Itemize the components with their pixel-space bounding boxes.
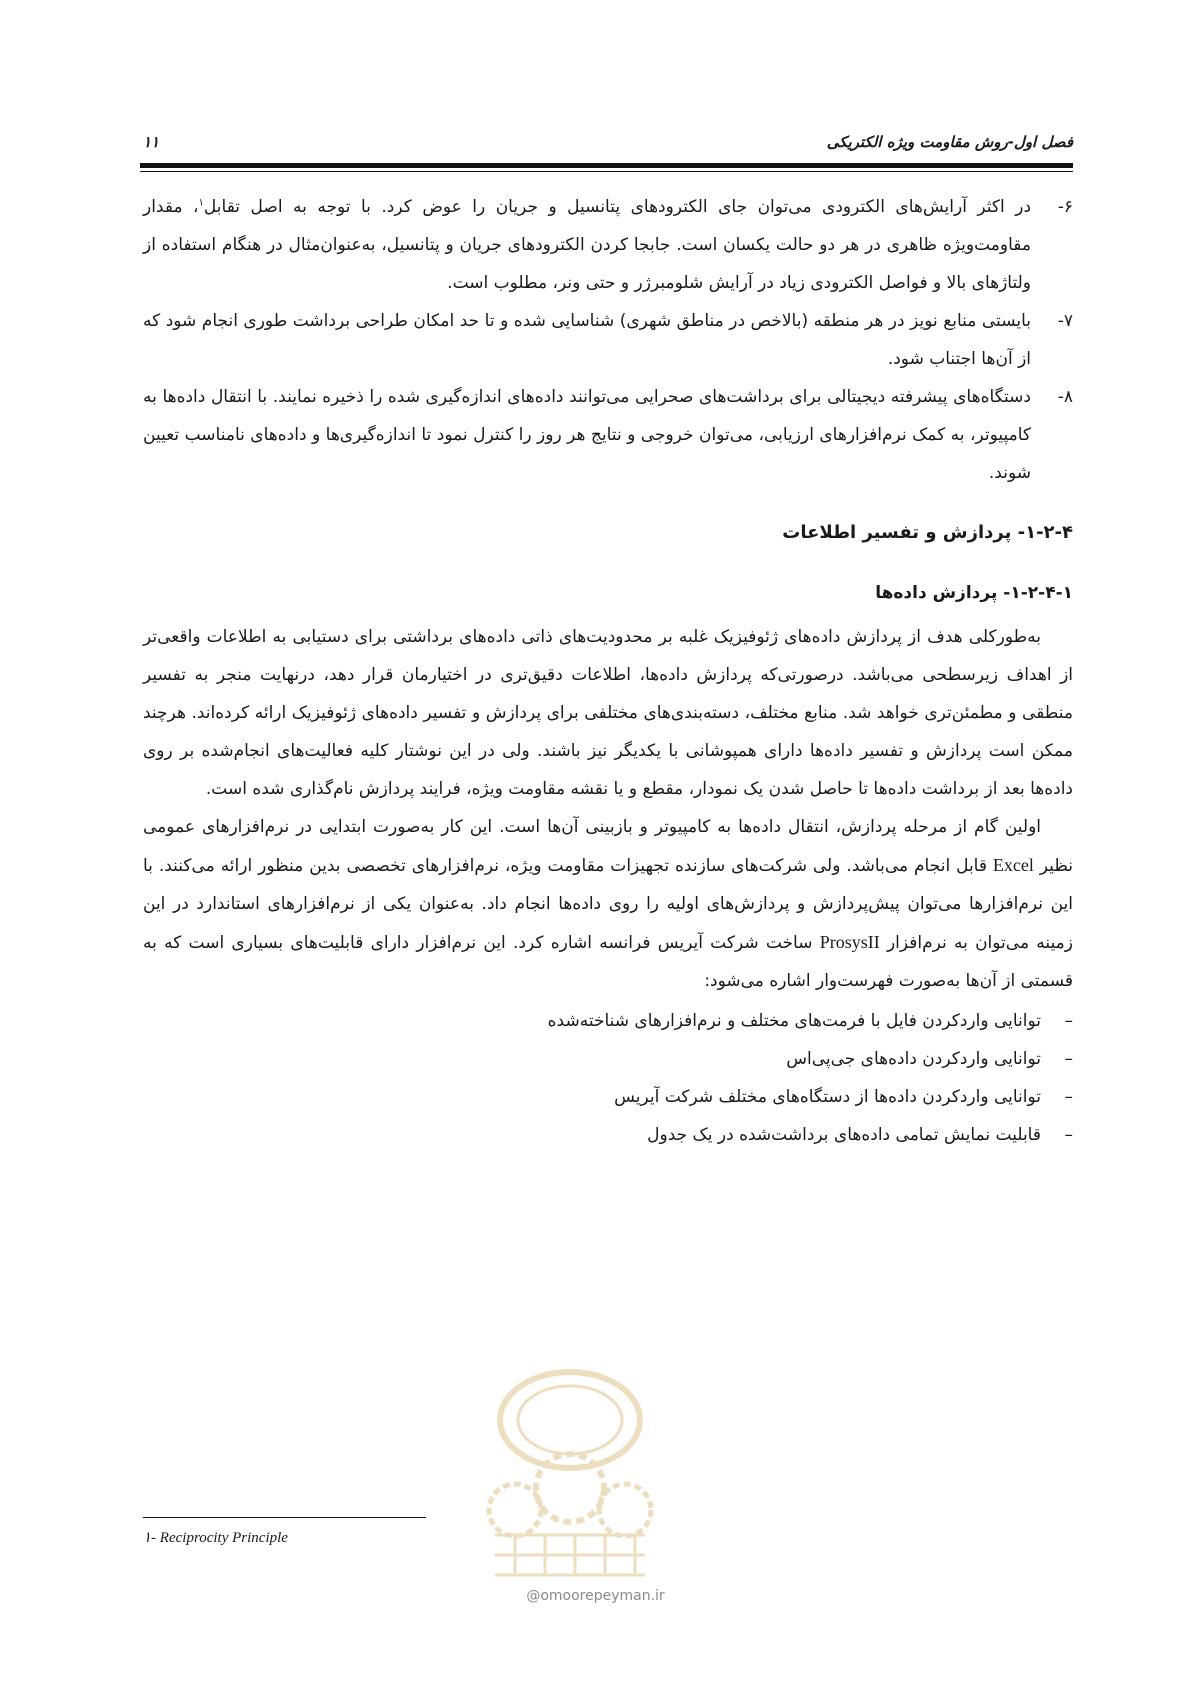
chapter-title: فصل اول-روش مقاومت ویژه الکتریکی [826,133,1073,151]
header-rule-thick [140,163,1073,168]
footnote: ۱- Reciprocity Principle [143,1530,288,1546]
list-item: – توانایی واردکردن داده‌ها از دستگاه‌های مختلف شرکت آیریس [614,1087,1073,1107]
item-number: ۸- [1057,387,1073,407]
item-number: ۶- [1057,197,1073,217]
paragraph-2: اولین گام از مرحله پردازش، انتقال داده‌ها به کامپیوتر و بازبینی آن‌ها است. این کار به‌صورت ابتدایی در نرم‌افزارهای عمومی نظیر Excel قابل انجام می‌باشد. ولی شرکت‌های سازنده تجهیزات مقاومت ویژه، نرم‌افزارهای تخصصی بدین منظور ارائه می‌کنند. با این نرم‌افزارها می‌توان پیش‌پردازش و پردازش‌های اولیه را روی داده‌ها انجام داد. به‌عنوان یکی از نرم‌افزارهای استاندارد در این زمینه می‌توان به نرم‌افزار ProsysII ساخت شرکت آیریس فرانسه اشاره کرد. این نرم‌افزار دارای قابلیت‌های بسیاری است که به قسمتی از آن‌ها به‌صورت فهرست‌وار اشاره می‌شود: [143,817,1073,991]
prosys-term: ProsysII [819,932,880,952]
footnote-ref[interactable]: ۱ [198,197,204,209]
header-rule-thin [140,171,1073,172]
list-item: – توانایی واردکردن فایل با فرمت‌های مختلف و نرم‌افزارهای شناخته‌شده [547,1011,1073,1031]
paragraph-1: به‌طورکلی هدف از پردازش داده‌های ژئوفیزیک غلبه بر محدودیت‌های ذاتی داده‌های برداشتی برای دستیابی به اطلاعات واقعی‌تر از اهداف زیرسطحی می‌باشد. درصورتی‌که پردازش داده‌ها، اطلاعات دقیق‌تری در اختیارمان قرار دهد، درنهایت منجر به تفسیر منطقی و مطمئن‌تری خواهد شد. منابع مختلف، دسته‌بندی‌های مختلفی برای پردازش و تفسیر داده‌های ژئوفیزیک ارائه کرده‌اند. هرچند ممکن است پردازش و تفسیر داده‌ها دارای همپوشانی با یکدیگر نیز باشند. ولی در این نوشتار کلیه فعالیت‌های انجام‌شده بر روی داده‌ها بعد از برداشت داده‌ها تا حاصل شدن یک نمودار، مقطع و یا نقشه مقاومت ویژه، فرایند پردازش نام‌گذاری شده است. [143,627,1073,799]
subsection-heading: ۱-۲-۴-۱- پردازش داده‌ها [875,583,1073,603]
list-item: – قابلیت نمایش تمامی داده‌های برداشت‌شده در یک جدول [647,1125,1073,1145]
feature-list [143,1002,1073,1154]
page-number: ۱۱ [143,133,160,151]
excel-term: Excel [992,855,1034,875]
item-text: بایستی منابع نویز در هر منطقه (بالاخص در مناطق شهری) شناسایی شده و تا حد امکان طراحی برداشت طوری انجام شود که از آن‌ها اجتناب شود. [143,311,1031,369]
numbered-item-6 [143,188,1073,302]
section-heading: ۱-۲-۴- پردازش و تفسیر اطلاعات [782,522,1073,543]
list-item: – توانایی واردکردن داده‌های جی‌پی‌اس [786,1049,1073,1069]
footnote-rule [143,1517,426,1518]
numbered-item-7 [143,302,1073,378]
watermark-seal-icon [455,1360,685,1580]
watermark-url: @omoorepeyman.ir [526,1588,665,1604]
numbered-item-8 [143,378,1073,492]
body-content [143,188,1073,1154]
item-text: دستگاه‌های پیشرفته دیجیتالی برای برداشت‌های صحرایی می‌توانند داده‌های اندازه‌گیری شده را ذخیره نمایند. با انتقال داده‌ها به کامپیوتر، به کمک نرم‌افزارهای ارزیابی، می‌توان خروجی و نتایج هر روز را کنترل نمود تا اندازه‌گیری‌ها و داده‌های نامناسب تعیین شوند. [143,387,1031,483]
item-text: در اکثر آرایش‌های الکترودی می‌توان جای الکترودهای پتانسیل و جریان را عوض کرد. با توجه به اصل تقابل$^۱$، مقدار مقاومت‌ویژه ظاهری در هر دو حالت یکسان است. جابجا کردن الکترودهای جریان و پتانسیل، به‌عنوان‌مثال در هنگام استفاده از ولتاژهای بالا و فواصل الکترودی زیاد در آرایش شلومبرژر و حتی ونر، مطلوب است. [143,197,1032,293]
item-number: ۷- [1057,311,1073,331]
